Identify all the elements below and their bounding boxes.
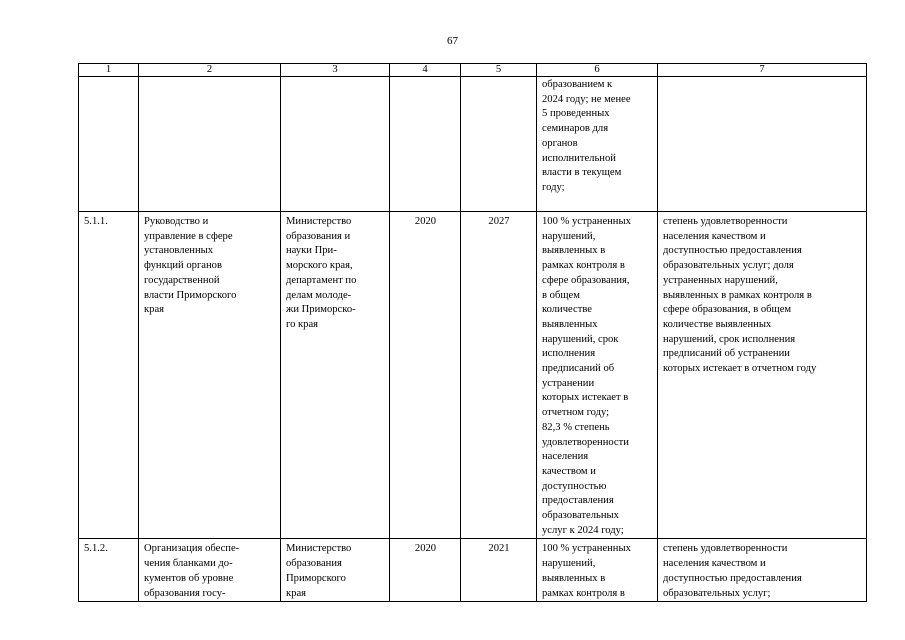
column-number: 1 (79, 64, 139, 77)
row-start-year: 2020 (390, 539, 461, 602)
table-row (79, 539, 867, 602)
row-start-year (390, 77, 461, 212)
table-row (79, 77, 867, 212)
row-indicator: степень удовлетворенности населения качеством и доступностью предоставления образовательных услуг; доля устраненных нарушений, выявленных в рамках контроля в сфере образования, в общем количестве выявленных нарушений, срок исполнения предписаний об устранении которых истекает в отчетном году (658, 212, 867, 539)
row-code: 5.1.2. (79, 539, 139, 602)
column-number: 5 (461, 64, 537, 77)
row-indicator-value: 100 % устраненных нарушений, выявленных в рамках контроля в (537, 539, 658, 602)
column-number: 6 (537, 64, 658, 77)
row-code (79, 77, 139, 212)
row-name (139, 77, 281, 212)
row-executor: Министерство образования и науки При- морского края, департамент по делам молоде- жи Приморско- го края (281, 212, 390, 539)
row-executor: Министерство образования Приморского края (281, 539, 390, 602)
program-table (78, 63, 867, 602)
page-number: 67 (447, 35, 458, 47)
row-code: 5.1.1. (79, 212, 139, 539)
row-executor (281, 77, 390, 212)
column-number: 2 (139, 64, 281, 77)
column-number: 3 (281, 64, 390, 77)
row-indicator: степень удовлетворенности населения качеством и доступностью предоставления образовательных услуг; (658, 539, 867, 602)
row-name: Руководство и управление в сфере установленных функций органов государственной власти Приморского края (139, 212, 281, 539)
row-indicator-value: образованием к 2024 году; не менее 5 проведенных семинаров для органов исполнительной власти в текущем году; (537, 77, 658, 212)
row-start-year: 2020 (390, 212, 461, 539)
row-name: Организация обеспе- чения бланками до- кументов об уровне образования госу- (139, 539, 281, 602)
row-end-year: 2021 (461, 539, 537, 602)
row-indicator-value: 100 % устраненных нарушений, выявленных в рамках контроля в сфере образования, в общем количестве выявленных нарушений, срок исполнения предписаний об устранении которых истекает в отчетном году; 82,3 % степень удовлетворенности населения качеством и доступностью предоставления образовательных услуг к 2024 году; (537, 212, 658, 539)
column-number: 4 (390, 64, 461, 77)
column-number-row (79, 64, 867, 77)
row-indicator (658, 77, 867, 212)
row-end-year (461, 77, 537, 212)
row-end-year: 2027 (461, 212, 537, 539)
table-row (79, 212, 867, 539)
column-number: 7 (658, 64, 867, 77)
